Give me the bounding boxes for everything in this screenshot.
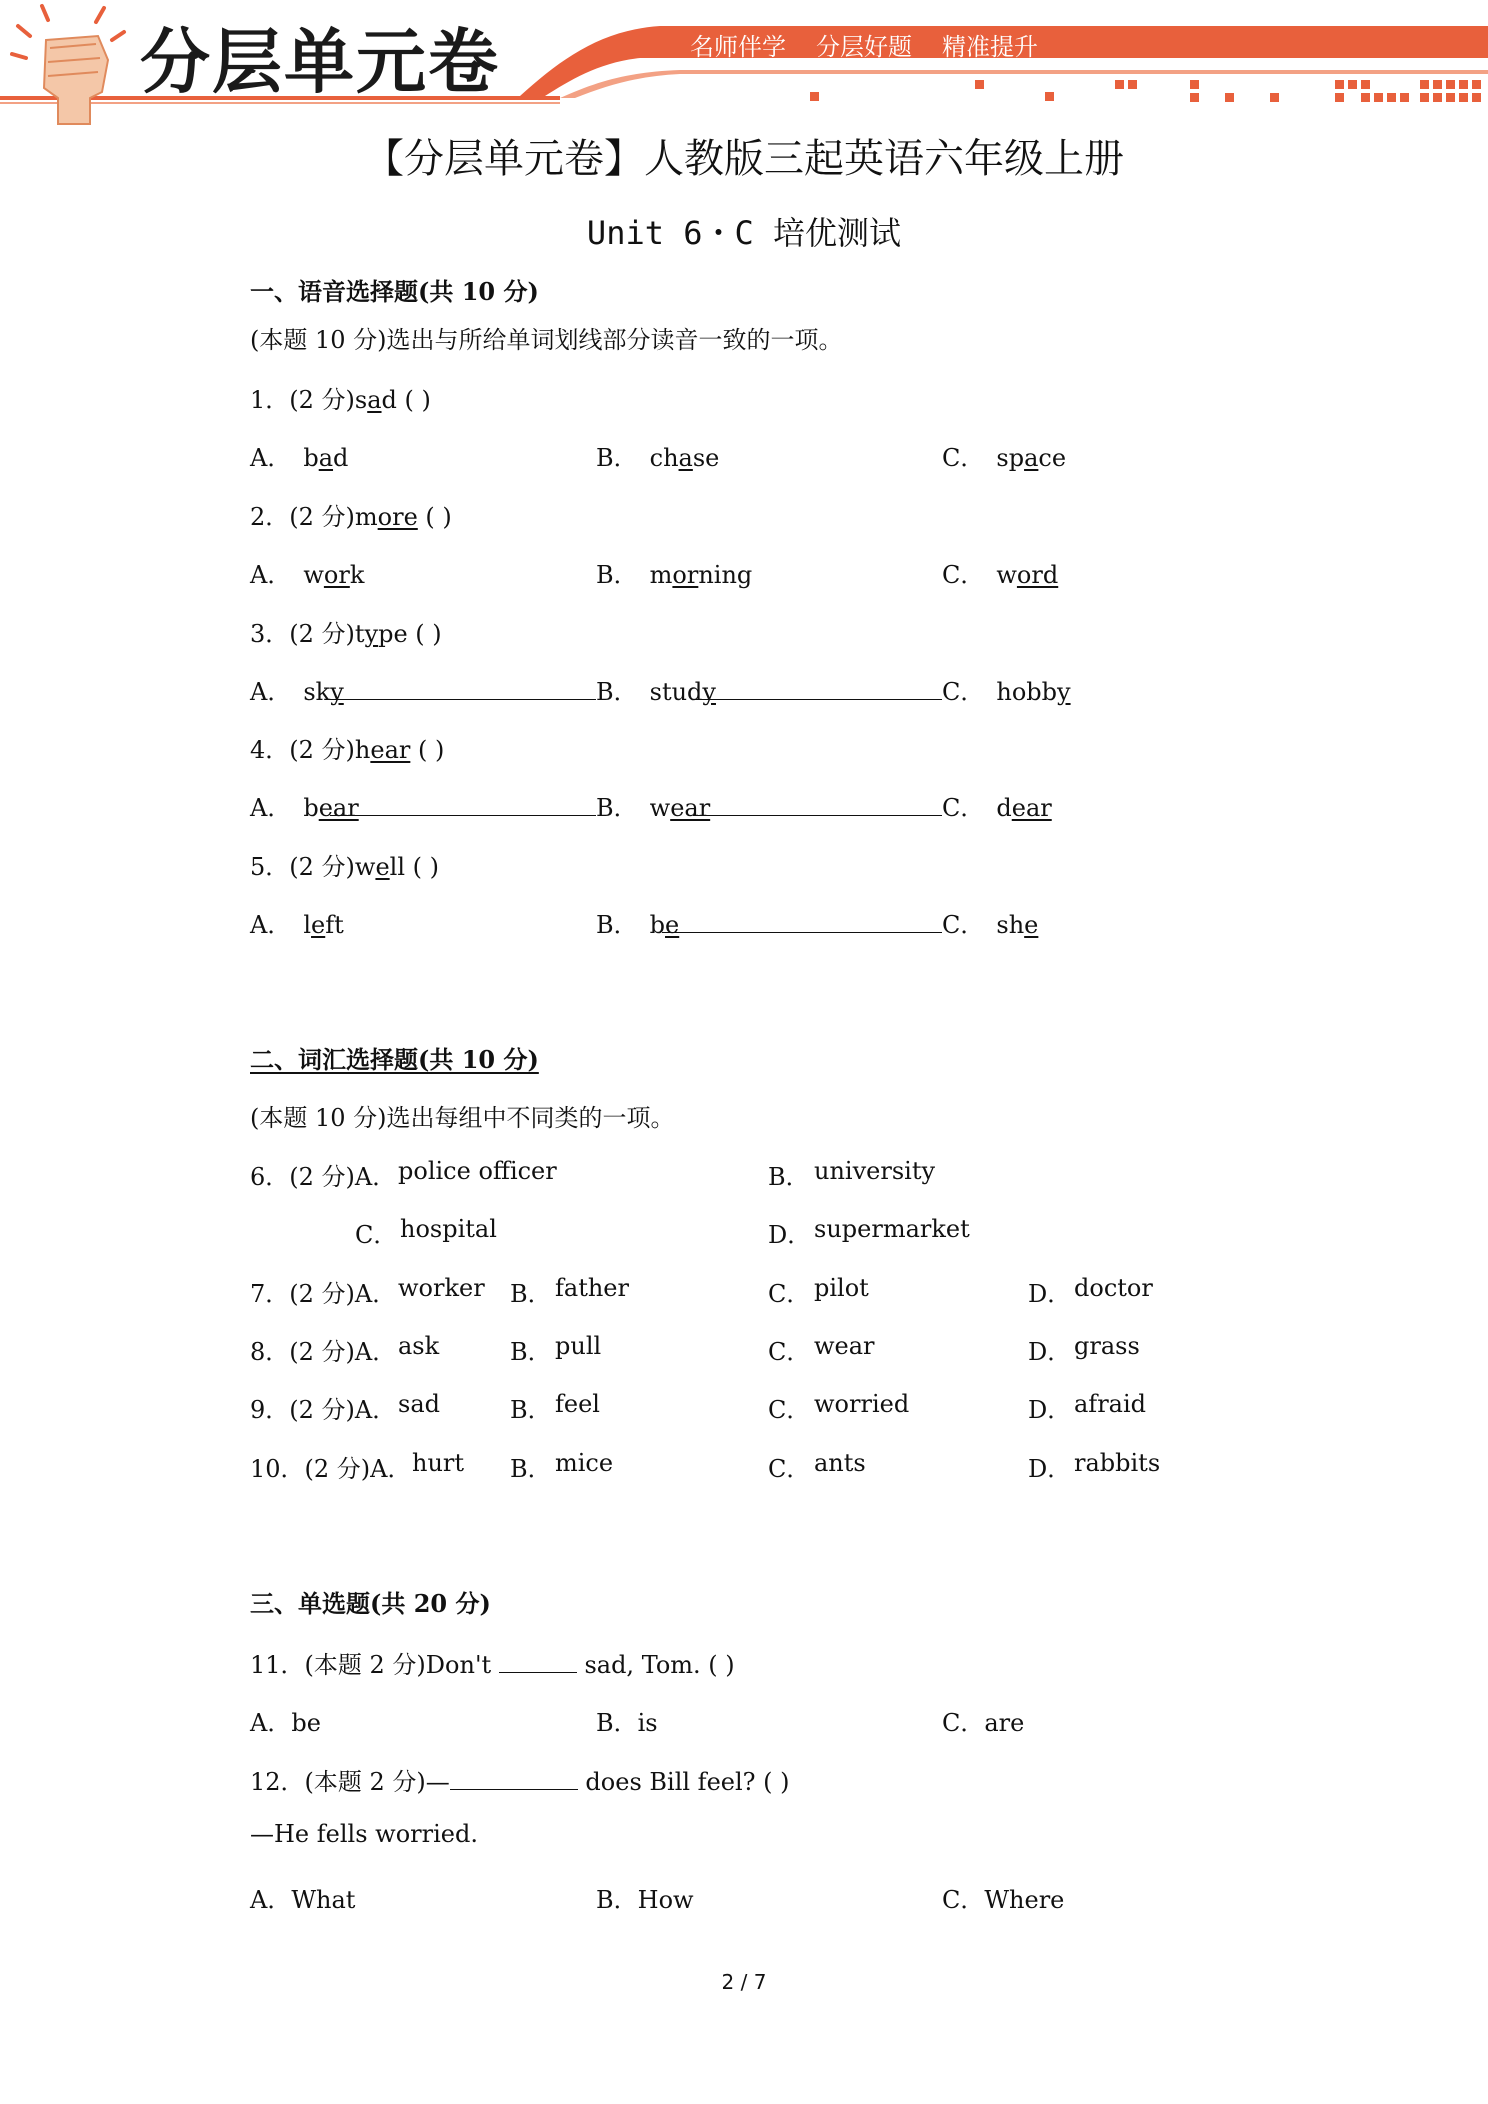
option-word-start: l (303, 911, 312, 939)
option-word-start: sp (996, 444, 1025, 472)
question-2 (250, 497, 452, 532)
q2-option-b (596, 555, 752, 590)
option-label: A． (250, 911, 292, 939)
q1-option-a (250, 438, 348, 473)
question-12-answer-line: —He fells worried. (250, 1820, 478, 1848)
question-7-number: 7．(2 分)A． (250, 1280, 397, 1308)
option-label: A． (250, 678, 292, 706)
question-11-stem-start: 11．(本题 2 分)Don't (250, 1651, 499, 1679)
slogan-2: 分层好题 (816, 33, 912, 61)
q4-option-a (250, 788, 359, 823)
q11-option-c: C．are (942, 1709, 1025, 1737)
q7-label-d: D． (1028, 1280, 1072, 1308)
q8-option-c: wear (814, 1332, 875, 1360)
option-label: C． (942, 561, 985, 589)
q6-label-c: C． (355, 1221, 398, 1249)
option-word-start: b (303, 794, 319, 822)
q7-option-a: worker (398, 1274, 485, 1302)
question-11 (250, 1645, 735, 1680)
q7-option-c: pilot (814, 1274, 869, 1302)
answer-line (330, 699, 596, 700)
q6-label-d: D． (768, 1221, 812, 1249)
question-12-stem-start: 12．(本题 2 分)— (250, 1768, 450, 1796)
question-10-number: 10．(2 分)A． (250, 1455, 412, 1483)
section-3-heading: 三、单选题(共 20 分) (250, 1589, 491, 1618)
q8-label-b: B． (510, 1338, 552, 1366)
q8-option-a: ask (398, 1332, 440, 1360)
question-stem-end: ( ) (410, 736, 445, 764)
underlined-sound: y (702, 678, 716, 706)
q9-label-b: B． (510, 1396, 552, 1424)
answer-line (330, 815, 596, 816)
q7-label-c: C． (768, 1280, 811, 1308)
q10-option-d: rabbits (1074, 1449, 1161, 1477)
question-8-number: 8．(2 分)A． (250, 1338, 397, 1366)
option-label: C． (942, 794, 985, 822)
question-stem-end: ( ) (417, 503, 452, 531)
question-4 (250, 730, 444, 765)
question-12-stem-end: does Bill feel? ( ) (577, 1768, 790, 1796)
document-title: 【分层单元卷】人教版三起英语六年级上册 (364, 136, 1124, 182)
q1-option-c (942, 438, 1066, 473)
q2-option-a (250, 555, 364, 590)
question-stem-start: 5．(2 分)w (250, 853, 376, 881)
answer-line (695, 699, 942, 700)
option-label: A． (250, 444, 292, 472)
q3-option-a (250, 672, 344, 707)
option-label: A． (250, 561, 292, 589)
q10-option-b: mice (555, 1449, 614, 1477)
underlined-sound: a (1024, 444, 1039, 472)
option-label: C． (942, 444, 985, 472)
option-label: B． (596, 561, 638, 589)
question-12 (250, 1762, 790, 1797)
section-2-instruction: (本题 10 分)选出每组中不同类的一项。 (250, 1104, 675, 1132)
question-stem-start: 3．(2 分)t (250, 620, 365, 648)
answer-line (693, 815, 942, 816)
underlined-sound: or (672, 561, 699, 589)
question-9-number: 9．(2 分)A． (250, 1396, 397, 1424)
question-stem-end: ll ( ) (389, 853, 439, 881)
q1-option-b (596, 438, 719, 473)
question-3 (250, 614, 442, 649)
question-6-number: 6．(2 分)A． (250, 1163, 397, 1191)
underlined-sound: a (318, 444, 334, 472)
option-label: B． (596, 794, 638, 822)
brand-title: 分层单元卷 (140, 21, 500, 103)
option-label: B． (596, 678, 638, 706)
option-word-start: m (649, 561, 673, 589)
option-word-end: d (333, 444, 349, 472)
answer-line (662, 932, 942, 933)
q7-option-d: doctor (1074, 1274, 1153, 1302)
underlined-sound: a (367, 386, 382, 414)
underlined-sound: e (375, 853, 390, 881)
underlined-sound: ear (670, 794, 711, 822)
q5-option-b (596, 905, 679, 940)
q8-label-d: D． (1028, 1338, 1072, 1366)
underlined-sound: y (364, 620, 379, 648)
option-label: A． (250, 794, 292, 822)
underlined-sound: e (665, 911, 680, 939)
question-stem-end: d ( ) (381, 386, 431, 414)
q10-option-a: hurt (412, 1449, 465, 1477)
section-2-heading: 二、词汇选择题(共 10 分) (250, 1045, 539, 1074)
section-1-instruction: (本题 10 分)选出与所给单词划线部分读音一致的一项。 (250, 326, 843, 354)
option-word-start: sk (303, 678, 331, 706)
option-word-start: stud (649, 678, 703, 706)
q7-option-b: father (555, 1274, 629, 1302)
option-word-end: se (692, 444, 720, 472)
q10-option-c: ants (814, 1449, 866, 1477)
section-1-heading: 一、语音选择题(共 10 分) (250, 277, 539, 306)
answer-blank (450, 1767, 578, 1790)
q9-option-c: worried (814, 1390, 910, 1418)
option-word-start: b (649, 911, 666, 939)
fist-logo-icon (8, 0, 128, 125)
underlined-sound: y (330, 678, 344, 706)
q9-label-c: C． (768, 1396, 811, 1424)
option-word-start: w (649, 794, 671, 822)
q5-option-c (942, 905, 1038, 940)
q5-option-a (250, 905, 344, 940)
question-1 (250, 380, 431, 415)
q6-option-d: supermarket (814, 1215, 970, 1243)
underlined-sound: ord (1016, 561, 1059, 589)
q9-option-b: feel (555, 1390, 600, 1418)
q2-option-c (942, 555, 1058, 590)
q8-option-b: pull (555, 1332, 602, 1360)
option-word-end: k (349, 561, 365, 589)
q9-option-d: afraid (1074, 1390, 1147, 1418)
answer-blank (499, 1650, 577, 1673)
option-word-start: sh (996, 911, 1025, 939)
option-word-start: hobb (996, 678, 1058, 706)
question-5 (250, 847, 439, 882)
q10-label-d: D． (1028, 1455, 1072, 1483)
underlined-sound: y (1057, 678, 1071, 706)
q12-option-b: B．How (596, 1886, 694, 1914)
question-stem-start: 2．(2 分)m (250, 503, 378, 531)
option-word-start: d (996, 794, 1012, 822)
option-word-start: ch (649, 444, 679, 472)
option-word-end: ft (325, 911, 344, 939)
underlined-sound: e (311, 911, 326, 939)
q4-option-b (596, 788, 710, 823)
page-header (0, 0, 1488, 110)
option-word-start: w (996, 561, 1017, 589)
page-number: 2 / 7 (721, 1970, 767, 1994)
option-label: B． (596, 911, 638, 939)
option-word-start: w (303, 561, 324, 589)
question-stem-start: 4．(2 分)h (250, 736, 371, 764)
q4-option-c (942, 788, 1052, 823)
q9-option-a: sad (398, 1390, 440, 1418)
q3-option-b (596, 672, 716, 707)
option-word-end: ce (1038, 444, 1067, 472)
q11-option-a: A．be (250, 1709, 321, 1737)
q9-label-d: D． (1028, 1396, 1072, 1424)
q8-option-d: grass (1074, 1332, 1140, 1360)
q12-option-a: A．What (250, 1886, 356, 1914)
slogan-3: 精准提升 (942, 33, 1038, 61)
q6-option-c: hospital (400, 1215, 497, 1243)
option-word-start: b (303, 444, 319, 472)
q7-label-b: B． (510, 1280, 552, 1308)
q6-option-a: police officer (398, 1157, 557, 1185)
underlined-sound: ear (318, 794, 359, 822)
option-word-end: ning (698, 561, 753, 589)
q10-label-c: C． (768, 1455, 811, 1483)
q10-label-b: B． (510, 1455, 552, 1483)
q12-option-c: C．Where (942, 1886, 1065, 1914)
q3-option-c (942, 672, 1071, 707)
underlined-sound: ear (1011, 794, 1052, 822)
question-stem-start: 1．(2 分)s (250, 386, 368, 414)
q11-option-b: B．is (596, 1709, 658, 1737)
underlined-sound: e (1024, 911, 1039, 939)
q8-label-c: C． (768, 1338, 811, 1366)
q6-option-b: university (814, 1157, 936, 1185)
slogan-1: 名师伴学 (690, 33, 786, 61)
question-stem-end: pe ( ) (378, 620, 442, 648)
question-11-stem-end: sad, Tom. ( ) (576, 1651, 735, 1679)
option-label: B． (596, 444, 638, 472)
document-subtitle: Unit 6・C 培优测试 (586, 214, 902, 252)
option-label: C． (942, 911, 985, 939)
underlined-sound: a (678, 444, 693, 472)
underlined-sound: ore (377, 503, 418, 531)
underlined-sound: or (323, 561, 350, 589)
q6-label-b: B． (768, 1163, 810, 1191)
underlined-sound: ear (370, 736, 411, 764)
option-label: C． (942, 678, 985, 706)
